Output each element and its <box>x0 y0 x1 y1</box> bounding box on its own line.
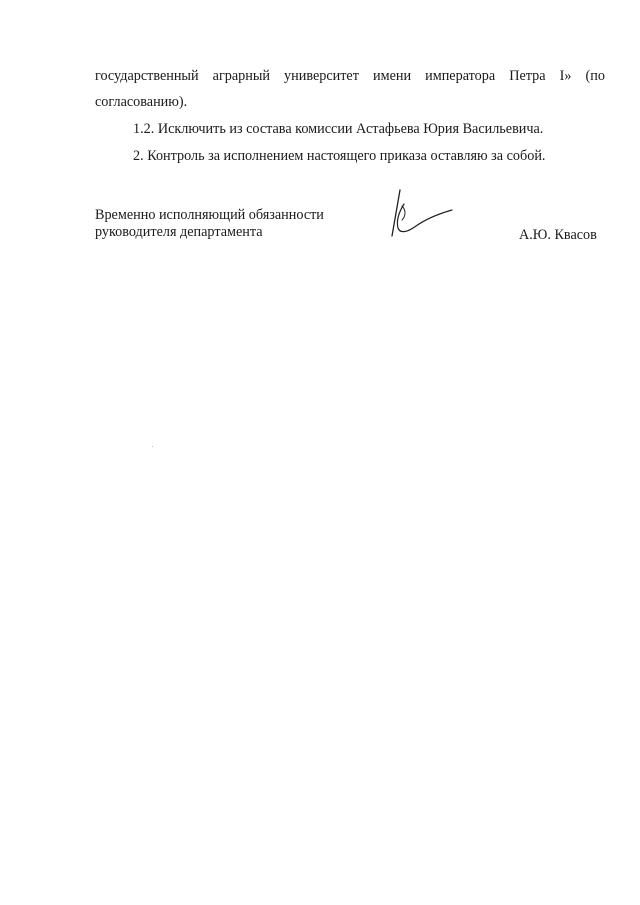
signer-position-line-2: руководителя департамента <box>95 224 263 241</box>
word: государственный <box>95 68 199 84</box>
paragraph-3: 2. Контроль за исполнением настоящего приказа оставляю за собой. <box>133 148 546 164</box>
signer-position <box>95 207 324 242</box>
word: I» <box>559 68 572 84</box>
paragraph-1-line-1 <box>95 68 605 85</box>
justified-line <box>95 68 605 85</box>
paragraph-2: 1.2. Исключить из состава комиссии Астафьева Юрия Васильевича. <box>133 121 544 137</box>
word: императора <box>425 68 496 84</box>
word: университет <box>284 68 359 84</box>
word: имени <box>373 68 412 84</box>
paragraph-1-line-2: согласованию). <box>95 94 188 110</box>
word: Петра <box>509 68 546 84</box>
signer-name: А.Ю. Квасов <box>519 227 597 243</box>
handwritten-signature <box>386 186 458 246</box>
signer-position-line-1: Временно исполняющий обязанности <box>95 207 324 223</box>
word: аграрный <box>212 68 270 84</box>
scan-speck <box>152 446 153 447</box>
word: (по <box>585 68 605 84</box>
